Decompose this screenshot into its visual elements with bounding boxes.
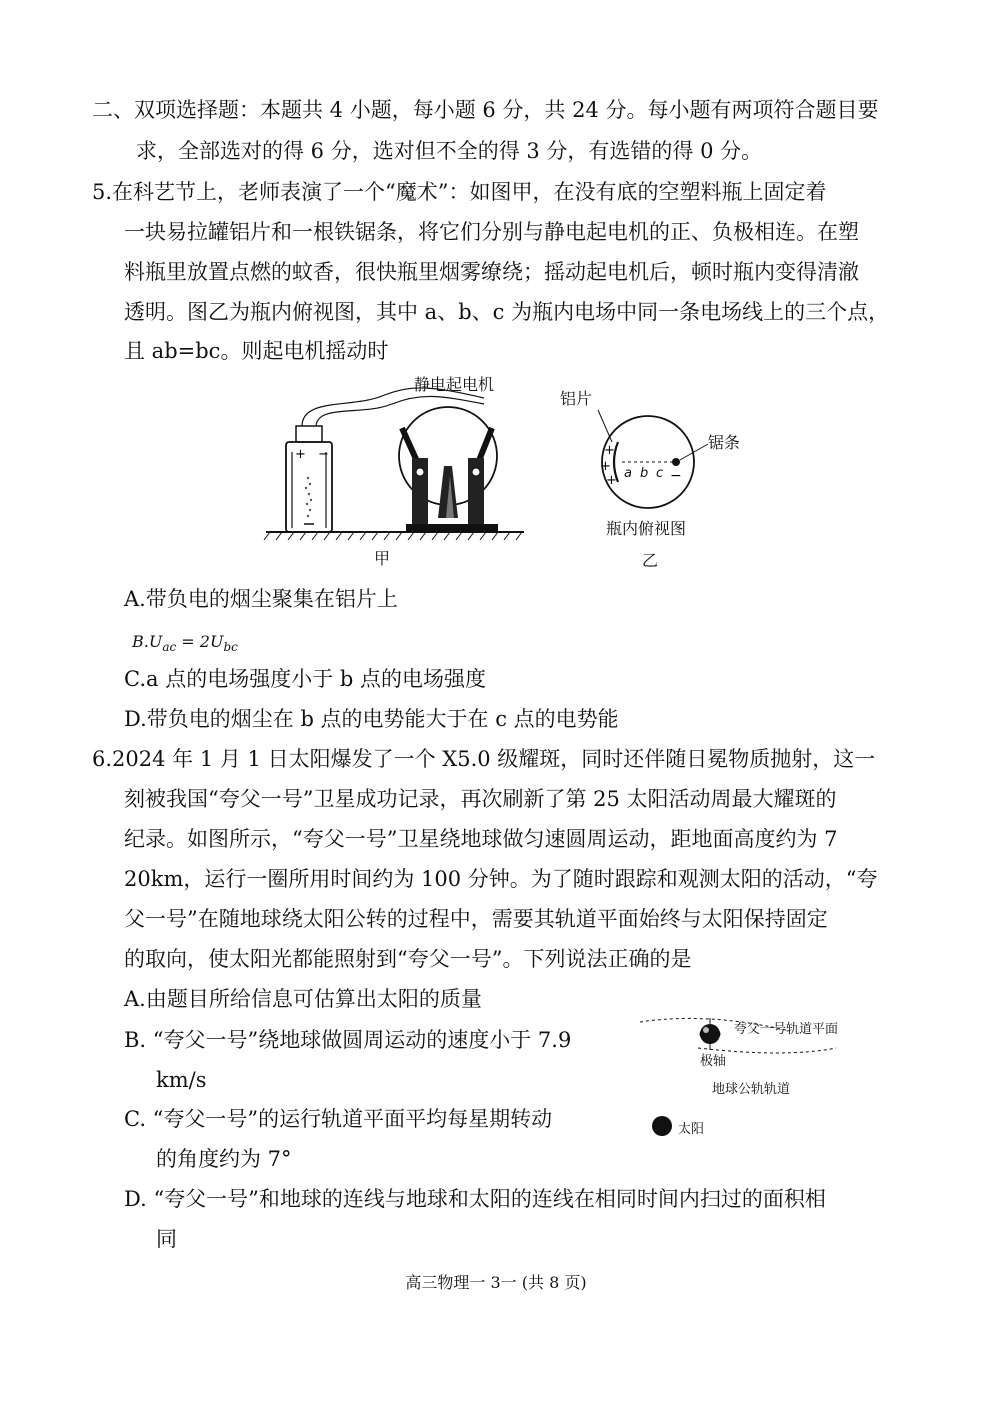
svg-text:+: + [600,459,611,474]
q6-option-c-line1: C. “夸父一号”的运行轨道平面平均每星期转动 [124,1107,553,1131]
label-top-view: 瓶内俯视图 [606,519,687,538]
q5-line-4: 透明。图乙为瓶内俯视图，其中 a、b、c 为瓶内电场中同一条电场线上的三个点， [124,300,890,324]
label-point-c: c [656,466,664,481]
q5-option-c: C.a 点的电场强度小于 b 点的电场强度 [124,667,486,691]
section-heading-line1: 二、双项选择题：本题共 4 小题，每小题 6 分，共 24 分。每小题有两项符合题目要 [92,98,879,122]
q6-line-1: 6.2024 年 1 月 1 日太阳爆发了一个 X5.0 级耀斑，同时还伴随日冕物质抛射，这一 [92,747,876,771]
q5-line-3: 料瓶里放置点燃的蚊香，很快瓶里烟雾缭绕；摇动起电机后，顿时瓶内变得清澈 [124,260,859,284]
label-earth-orbit: 地球公轨轨道 [712,1082,791,1097]
q6-line-3: 纪录。如图所示，“夸父一号”卫星绕地球做匀速圆周运动，距地面高度约为 7 [124,827,838,851]
q6-option-b-line1: B. “夸父一号”绕地球做圆周运动的速度小于 7.9 [124,1028,572,1052]
label-machine: 静电起电机 [414,375,495,394]
section-heading-line2: 求，全部选对的得 6 分，选对但不全的得 3 分，有选错的得 0 分。 [136,139,763,163]
q6-option-c-line2: 的角度约为 7° [156,1147,292,1171]
label-sun: 太阳 [678,1122,705,1137]
q5-line-2: 一块易拉罐铝片和一根铁锯条，将它们分别与静电起电机的正、负极相连。在塑 [124,220,859,244]
label-orbit-plane: 夸父一号轨道平面 [734,1022,839,1037]
q5-option-b: $B.U_{ac} = 2U_{bc}$ [132,632,238,655]
svg-text:+: + [606,473,617,488]
q6-option-d-line2: 同 [156,1227,177,1251]
figure-orbit [636,1008,876,1143]
label-point-b: b [640,466,649,481]
figure-electrostatic-machine [262,368,552,568]
q6-line-6: 的取向，使太阳光都能照射到“夸父一号”。下列说法正确的是 [124,947,692,971]
q6-line-2: 刻被我国“夸父一号”卫星成功记录，再次刷新了第 25 太阳活动周最大耀斑的 [124,787,837,811]
figure-top-view [552,380,762,570]
q6-line-5: 父一号”在随地球绕太阳公转的过程中，需要其轨道平面始终与太阳保持固定 [124,907,828,931]
label-polar-axis: 极轴 [700,1054,727,1069]
svg-text:+: + [604,443,615,458]
q5-option-a: A.带负电的烟尘聚集在铝片上 [124,587,398,611]
q6-option-a: A.由题目所给信息可估算出太阳的质量 [124,987,482,1011]
page-footer: 高三物理一 3一 (共 8 页) [405,1273,587,1292]
q5-option-d: D.带负电的烟尘在 b 点的电势能大于在 c 点的电势能 [124,707,619,731]
q5-line-5: 且 ab=bc。则起电机摇动时 [124,339,389,363]
q6-line-4: 20km，运行一圈所用时间约为 100 分钟。为了随时跟踪和观测太阳的活动，“夸 [124,867,878,891]
q6-option-d-line1: D. “夸父一号”和地球的连线与地球和太阳的连线在相同时间内扫过的面积相 [124,1187,826,1211]
label-fig-a: 甲 [374,549,391,568]
label-fig-b: 乙 [642,551,659,570]
svg-text:+: + [295,447,306,462]
label-foil: 铝片 [560,389,593,408]
svg-text:−: − [318,447,329,462]
label-saw: 锯条 [708,433,741,452]
q5-line-1: 5.在科艺节上，老师表演了一个“魔术”：如图甲，在没有底的空塑料瓶上固定着 [92,180,827,204]
label-point-a: a [624,466,632,481]
svg-text:−: − [670,468,682,484]
electrostatic-machine-drawing [262,368,552,568]
q6-option-b-line2: km/s [156,1068,207,1092]
